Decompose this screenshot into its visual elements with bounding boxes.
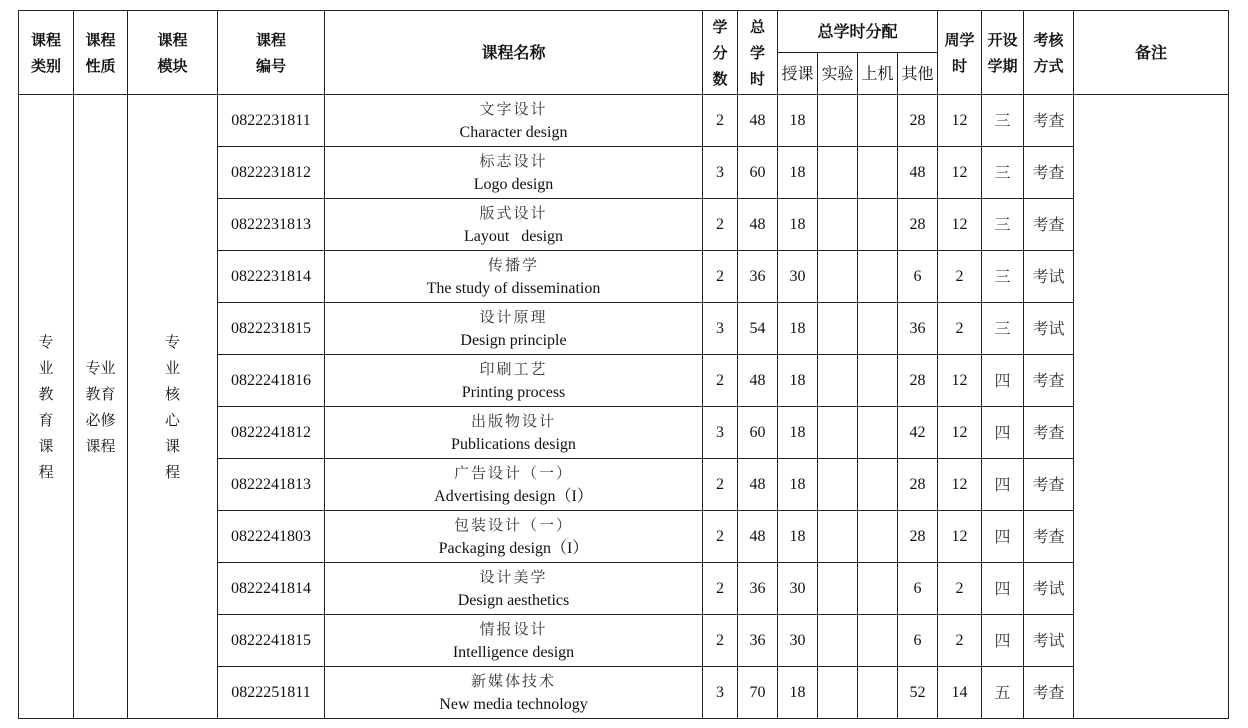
- course-experiment-hours: [818, 355, 858, 407]
- course-credits: 3: [703, 303, 738, 355]
- course-other-hours: 42: [898, 407, 938, 459]
- header-code: 课程编号: [218, 11, 325, 95]
- course-computer-hours: [858, 667, 898, 719]
- course-code: 0822231815: [218, 303, 325, 355]
- course-assessment: 考查: [1024, 511, 1074, 563]
- header-nature: 课程性质: [74, 11, 128, 95]
- course-other-hours: 6: [898, 615, 938, 667]
- course-other-hours: 28: [898, 459, 938, 511]
- course-name-cn: 出版物设计: [470, 411, 556, 430]
- course-lecture-hours: 18: [778, 199, 818, 251]
- course-name-en: Logo design: [473, 175, 554, 193]
- course-credits: 3: [703, 667, 738, 719]
- course-name: [325, 147, 703, 199]
- course-weekly-hours: 2: [938, 251, 982, 303]
- course-weekly-hours: 12: [938, 147, 982, 199]
- course-weekly-hours: 12: [938, 199, 982, 251]
- course-total-hours: 48: [738, 355, 778, 407]
- header-other: 其他: [898, 53, 938, 95]
- header-category: 课程类别: [19, 11, 74, 95]
- course-semester: 三: [982, 95, 1024, 147]
- header-remarks: 备注: [1074, 11, 1229, 95]
- header-distribution: 总学时分配: [778, 11, 938, 53]
- course-name: [325, 511, 703, 563]
- header-total-hours: 总学时: [738, 11, 778, 95]
- course-total-hours: 48: [738, 199, 778, 251]
- course-experiment-hours: [818, 147, 858, 199]
- course-name-en: Design principle: [460, 331, 567, 349]
- course-other-hours: 28: [898, 355, 938, 407]
- course-code: 0822241816: [218, 355, 325, 407]
- course-assessment: 考查: [1024, 355, 1074, 407]
- course-name: [325, 407, 703, 459]
- course-lecture-hours: 18: [778, 667, 818, 719]
- course-lecture-hours: 30: [778, 615, 818, 667]
- course-credits: 3: [703, 407, 738, 459]
- course-computer-hours: [858, 199, 898, 251]
- course-name-en: Publications design: [451, 435, 576, 453]
- course-weekly-hours: 2: [938, 303, 982, 355]
- header-weekly-hours: 周学时: [938, 11, 982, 95]
- course-weekly-hours: 12: [938, 459, 982, 511]
- course-name: [325, 303, 703, 355]
- course-name-en: Layout design: [463, 227, 564, 245]
- course-weekly-hours: 12: [938, 355, 982, 407]
- course-experiment-hours: [818, 459, 858, 511]
- course-name-cn: 新媒体技术: [470, 671, 556, 690]
- course-semester: 三: [982, 199, 1024, 251]
- course-semester: 四: [982, 563, 1024, 615]
- course-code: 0822231811: [218, 95, 325, 147]
- course-lecture-hours: 18: [778, 147, 818, 199]
- course-credits: 2: [703, 199, 738, 251]
- course-credits: 2: [703, 355, 738, 407]
- course-name: [325, 459, 703, 511]
- course-credits: 2: [703, 251, 738, 303]
- course-computer-hours: [858, 95, 898, 147]
- course-semester: 四: [982, 407, 1024, 459]
- course-name-en: Intelligence design: [452, 643, 575, 661]
- course-computer-hours: [858, 251, 898, 303]
- course-weekly-hours: 2: [938, 615, 982, 667]
- course-assessment: 考试: [1024, 251, 1074, 303]
- course-assessment: 考查: [1024, 667, 1074, 719]
- course-assessment: 考查: [1024, 147, 1074, 199]
- course-computer-hours: [858, 407, 898, 459]
- table-body: [19, 95, 1229, 719]
- course-semester: 五: [982, 667, 1024, 719]
- course-lecture-hours: 18: [778, 303, 818, 355]
- course-other-hours: 28: [898, 511, 938, 563]
- course-assessment: 考查: [1024, 95, 1074, 147]
- course-weekly-hours: 12: [938, 511, 982, 563]
- table-row: [19, 95, 1229, 147]
- header-assessment: 考核方式: [1024, 11, 1074, 95]
- course-assessment: 考查: [1024, 407, 1074, 459]
- course-name-cn: 包装设计（一）: [453, 515, 573, 534]
- course-code: 0822241813: [218, 459, 325, 511]
- course-computer-hours: [858, 459, 898, 511]
- course-lecture-hours: 18: [778, 355, 818, 407]
- header-credits: 学分数: [703, 11, 738, 95]
- course-experiment-hours: [818, 251, 858, 303]
- course-experiment-hours: [818, 303, 858, 355]
- group-category: 专业教育课程: [19, 95, 74, 719]
- course-name: [325, 563, 703, 615]
- course-lecture-hours: 18: [778, 511, 818, 563]
- course-total-hours: 60: [738, 407, 778, 459]
- course-experiment-hours: [818, 511, 858, 563]
- course-name-en: Design aesthetics: [457, 591, 570, 609]
- header-name: 课程名称: [325, 11, 703, 95]
- course-total-hours: 36: [738, 563, 778, 615]
- course-other-hours: 28: [898, 199, 938, 251]
- course-experiment-hours: [818, 563, 858, 615]
- course-credits: 2: [703, 615, 738, 667]
- course-name: [325, 667, 703, 719]
- course-semester: 四: [982, 355, 1024, 407]
- course-credits: 2: [703, 95, 738, 147]
- course-name-cn: 情报设计: [479, 619, 548, 638]
- course-name-en: Character design: [459, 123, 568, 141]
- course-experiment-hours: [818, 407, 858, 459]
- course-computer-hours: [858, 511, 898, 563]
- course-assessment: 考试: [1024, 615, 1074, 667]
- course-code: 0822231812: [218, 147, 325, 199]
- course-credits: 2: [703, 459, 738, 511]
- course-weekly-hours: 12: [938, 95, 982, 147]
- course-experiment-hours: [818, 615, 858, 667]
- course-other-hours: 6: [898, 563, 938, 615]
- course-name: [325, 251, 703, 303]
- course-other-hours: 6: [898, 251, 938, 303]
- course-name-en: New media technology: [439, 695, 588, 713]
- course-computer-hours: [858, 615, 898, 667]
- course-credits: 2: [703, 511, 738, 563]
- course-computer-hours: [858, 147, 898, 199]
- course-semester: 四: [982, 615, 1024, 667]
- course-total-hours: 60: [738, 147, 778, 199]
- course-total-hours: 36: [738, 251, 778, 303]
- course-total-hours: 70: [738, 667, 778, 719]
- course-other-hours: 48: [898, 147, 938, 199]
- course-name: [325, 355, 703, 407]
- course-assessment: 考试: [1024, 563, 1074, 615]
- course-total-hours: 54: [738, 303, 778, 355]
- course-total-hours: 36: [738, 615, 778, 667]
- course-name: [325, 615, 703, 667]
- course-name-cn: 传播学: [487, 255, 539, 274]
- course-total-hours: 48: [738, 511, 778, 563]
- course-lecture-hours: 18: [778, 407, 818, 459]
- course-name-en: Packaging design（I）: [438, 539, 589, 557]
- course-code: 0822231814: [218, 251, 325, 303]
- course-code: 0822251811: [218, 667, 325, 719]
- header-module: 课程模块: [128, 11, 218, 95]
- course-name-cn: 广告设计（一）: [453, 463, 573, 482]
- course-experiment-hours: [818, 95, 858, 147]
- header-lecture: 授课: [778, 53, 818, 95]
- course-total-hours: 48: [738, 95, 778, 147]
- course-other-hours: 36: [898, 303, 938, 355]
- course-assessment: 考查: [1024, 459, 1074, 511]
- header-semester: 开设学期: [982, 11, 1024, 95]
- course-name-cn: 标志设计: [479, 151, 548, 170]
- course-weekly-hours: 12: [938, 407, 982, 459]
- group-nature: 专业教育必修课程: [74, 95, 128, 719]
- course-lecture-hours: 30: [778, 251, 818, 303]
- course-total-hours: 48: [738, 459, 778, 511]
- header-row: [19, 11, 1229, 53]
- course-other-hours: 28: [898, 95, 938, 147]
- course-name-cn: 文字设计: [479, 99, 548, 118]
- header-computer: 上机: [858, 53, 898, 95]
- course-name: [325, 95, 703, 147]
- course-semester: 三: [982, 147, 1024, 199]
- course-computer-hours: [858, 303, 898, 355]
- course-lecture-hours: 18: [778, 459, 818, 511]
- course-lecture-hours: 30: [778, 563, 818, 615]
- course-code: 0822241815: [218, 615, 325, 667]
- course-name-en: Printing process: [461, 383, 566, 401]
- course-code: 0822231813: [218, 199, 325, 251]
- course-lecture-hours: 18: [778, 95, 818, 147]
- course-credits: 3: [703, 147, 738, 199]
- course-semester: 四: [982, 511, 1024, 563]
- course-credits: 2: [703, 563, 738, 615]
- course-other-hours: 52: [898, 667, 938, 719]
- course-name-cn: 设计美学: [479, 567, 548, 586]
- course-semester: 三: [982, 303, 1024, 355]
- course-weekly-hours: 2: [938, 563, 982, 615]
- course-code: 0822241803: [218, 511, 325, 563]
- course-name-en: The study of dissemination: [426, 279, 601, 297]
- remarks-cell: [1074, 95, 1229, 719]
- course-assessment: 考试: [1024, 303, 1074, 355]
- course-code: 0822241812: [218, 407, 325, 459]
- course-computer-hours: [858, 355, 898, 407]
- course-name-cn: 印刷工艺: [479, 359, 548, 378]
- course-name: [325, 199, 703, 251]
- course-code: 0822241814: [218, 563, 325, 615]
- course-semester: 三: [982, 251, 1024, 303]
- header-experiment: 实验: [818, 53, 858, 95]
- course-experiment-hours: [818, 199, 858, 251]
- curriculum-table: [18, 10, 1229, 719]
- course-assessment: 考查: [1024, 199, 1074, 251]
- course-experiment-hours: [818, 667, 858, 719]
- course-name-cn: 版式设计: [479, 203, 548, 222]
- course-name-en: Advertising design（I）: [434, 487, 593, 505]
- course-computer-hours: [858, 563, 898, 615]
- group-module: 专业核心课程: [128, 95, 218, 719]
- course-weekly-hours: 14: [938, 667, 982, 719]
- course-name-cn: 设计原理: [479, 307, 548, 326]
- course-semester: 四: [982, 459, 1024, 511]
